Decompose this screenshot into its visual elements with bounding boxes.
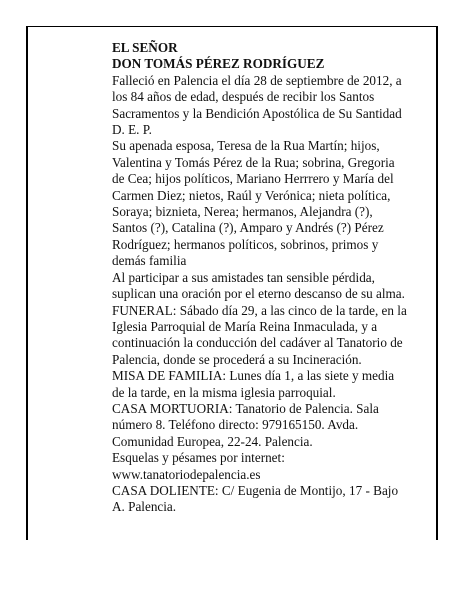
obituary-line: de Cea; hijos políticos, Mariano Herrrero y María del — [112, 171, 394, 187]
frame-top-rule — [26, 26, 438, 27]
obituary-line: los 84 años de edad, después de recibir los Santos — [112, 89, 375, 105]
obituary-line: www.tanatoriodepalencia.es — [112, 466, 261, 482]
frame-left-rule — [26, 26, 28, 540]
obituary-line: A. Palencia. — [112, 499, 177, 515]
obituary-line: Sacramentos y la Bendición Apostólica de Su Santidad — [112, 105, 402, 121]
obituary-line: D. E. P. — [112, 122, 152, 138]
obituary-line: Falleció en Palencia el día 28 de septiembre de 2012, a — [112, 72, 402, 88]
obituary-line: Soraya; biznieta, Nerea; hermanos, Alejandra (?), — [112, 204, 373, 220]
obituary-line: Valentina y Tomás Pérez de la Rua; sobrina, Gregoria — [112, 154, 395, 170]
obituary-line: FUNERAL: Sábado día 29, a las cinco de la tarde, en la — [112, 302, 407, 318]
obituary-line: Santos (?), Catalina (?), Amparo y Andrés (?) Pérez — [112, 220, 384, 236]
obituary-title-line2: DON TOMÁS PÉREZ RODRÍGUEZ — [112, 56, 325, 72]
obituary-title-line1: EL SEÑOR — [112, 40, 178, 55]
obituary-text — [112, 40, 430, 516]
obituary-line: continuación la conducción del cadáver al Tanatorio de — [112, 335, 403, 351]
obituary-line: Su apenada esposa, Teresa de la Rua Martín; hijos, — [112, 138, 380, 154]
obituary-line: Carmen Diez; nietos, Raúl y Verónica; nieta política, — [112, 187, 391, 203]
obituary-line: Rodríguez; hermanos políticos, sobrinos, primos y — [112, 236, 379, 252]
obituary-line: MISA DE FAMILIA: Lunes día 1, a las siete y media — [112, 368, 395, 384]
obituary-line: Esquelas y pésames por internet: — [112, 450, 285, 466]
obituary-line: CASA DOLIENTE: C/ Eugenia de Montijo, 17 - Bajo — [112, 482, 399, 498]
obituary-line: de la tarde, en la misma iglesia parroquial. — [112, 384, 336, 400]
obituary-line: Comunidad Europea, 22-24. Palencia. — [112, 433, 313, 449]
obituary-line: Al participar a sus amistades tan sensible pérdida, — [112, 269, 375, 285]
obituary-line: CASA MORTUORIA: Tanatorio de Palencia. Sala — [112, 400, 379, 416]
frame-right-rule — [436, 26, 438, 540]
obituary-line: suplican una oración por el eterno descanso de su alma. — [112, 286, 405, 302]
obituary-line: demás familia — [112, 253, 187, 269]
obituary-line: Palencia, donde se procederá a su Incineración. — [112, 351, 362, 367]
obituary-line: número 8. Teléfono directo: 979165150. Avda. — [112, 417, 359, 433]
obituary-line: Iglesia Parroquial de María Reina Inmaculada, y a — [112, 318, 378, 334]
